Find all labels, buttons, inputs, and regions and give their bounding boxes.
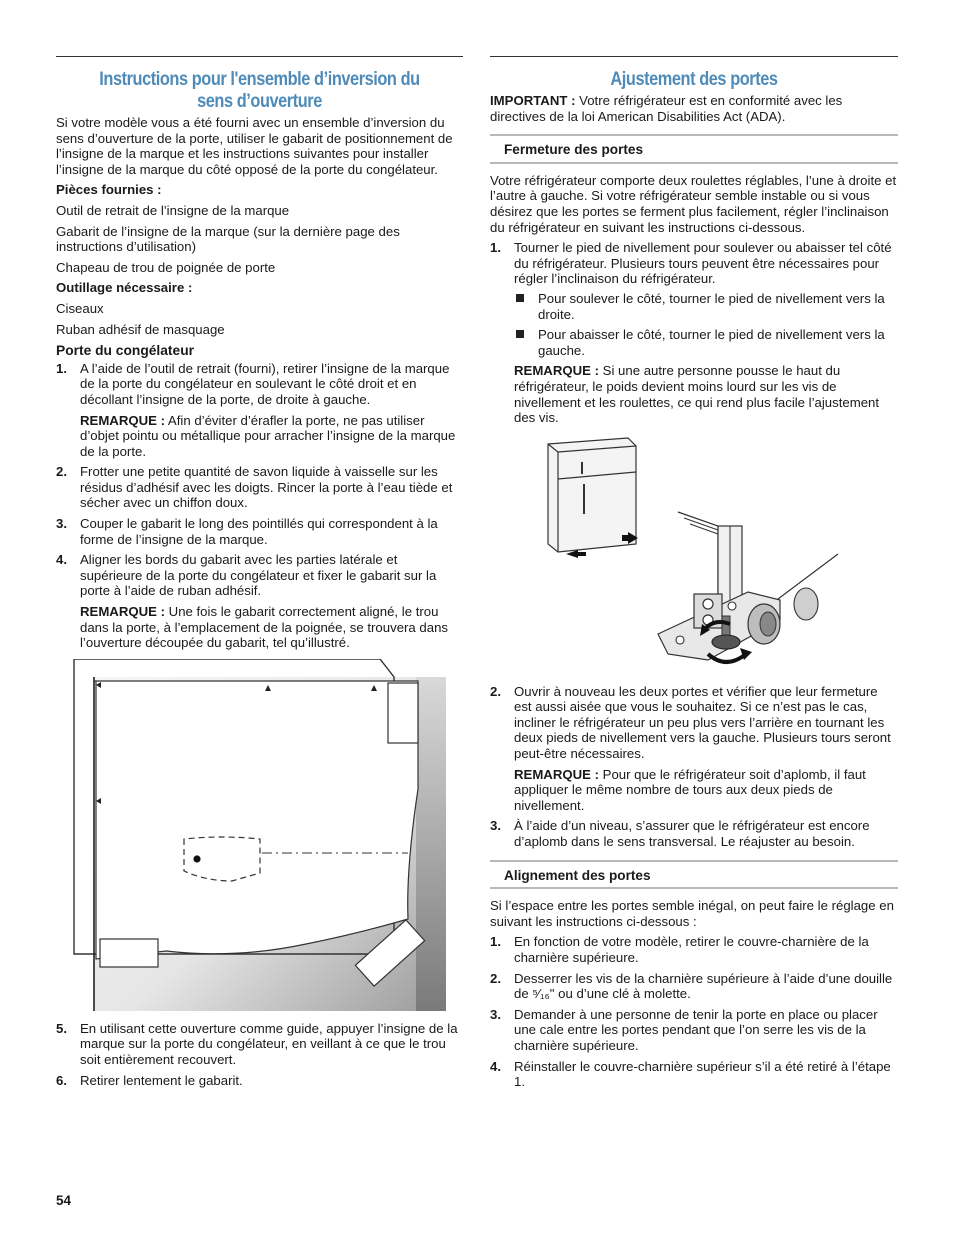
step-item — [56, 552, 463, 651]
part-item: Chapeau de trou de poignée de porte — [56, 259, 276, 275]
square-bullet-icon — [516, 330, 524, 338]
step-item — [490, 971, 898, 1002]
alignment-heading: Alignement des portes — [490, 860, 898, 890]
square-bullet-icon — [516, 294, 524, 302]
step-text: Aligner les bords du gabarit avec les parties latérale et supérieure de la porte du congélateur et fixer le gabarit sur la porte à l’aide de ruban adhésif. — [80, 552, 437, 599]
tools-heading: Outillage nécessaire : — [56, 280, 193, 296]
bullet-item — [514, 291, 898, 322]
left-column — [56, 56, 463, 1093]
closing-steps — [490, 240, 898, 849]
step-item — [56, 464, 463, 511]
step-number: 1. — [56, 360, 67, 376]
right-column — [490, 56, 898, 1095]
step-note — [514, 767, 898, 814]
step-number: 1. — [490, 934, 501, 950]
bullet-text: Pour soulever le côté, tourner le pied de nivellement vers la droite. — [538, 290, 885, 322]
step-number: 6. — [56, 1072, 67, 1088]
step-note — [514, 363, 898, 425]
step-number: 4. — [56, 552, 67, 568]
step-text: Frotter une petite quantité de savon liquide à vaisselle sur les résidus d’adhésif avec les doigts. Rincer la porte à l’eau tiède et sécher avec un chiffon doux. — [80, 464, 453, 511]
template-illustration — [56, 659, 446, 1011]
parts-heading: Pièces fournies : — [56, 182, 162, 198]
alignment-intro: Si l’espace entre les portes semble inégal, on peut faire le réglage en suivant les instructions ci-dessous : — [490, 898, 894, 929]
step-text: Tourner le pied de nivellement pour soulever ou abaisser tel côté du réfrigérateur. Plusieurs tours peuvent être nécessaires pour régler l’inclinaison du réfrigérateur. — [514, 240, 892, 287]
step-item — [56, 1073, 463, 1089]
closing-intro: Votre réfrigérateur comporte deux roulettes réglables, l’une à droite et l’autre à gauche. Si votre réfrigérateur semble instable ou si vous désirez que les portes se ferment plus facilement, régler l’inclinaison du réfrigérateur en suivant les instructions ci-dessous. — [490, 172, 897, 235]
step-item — [56, 1021, 463, 1068]
note-label: REMARQUE : — [514, 766, 599, 782]
note-label: REMARQUE : — [514, 363, 599, 379]
step-text: En utilisant cette ouverture comme guide, appuyer l’insigne de la marque sur la porte du congélateur, en veillant à ce que le trou soit entièrement recouvert. — [80, 1020, 458, 1067]
important-label: IMPORTANT : — [490, 93, 576, 108]
note-text: Afin d’éviter d’érafler la porte, ne pas utiliser d’objet pointu ou métallique pour arracher l’insigne de la marque de la porte. — [80, 412, 456, 459]
step-number: 2. — [56, 464, 67, 480]
important-text: Votre réfrigérateur est en conformité avec les directives de la loi American Disabilities Act (ADA). — [490, 93, 843, 124]
freezer-steps — [56, 361, 463, 651]
leveling-illustration — [518, 434, 898, 674]
part-item: Gabarit de l’insigne de la marque (sur la dernière page des instructions d’utilisation) — [56, 223, 400, 255]
step-text: Couper le gabarit le long des pointillés qui correspondent à la forme de l’insigne de la marque. — [80, 516, 438, 547]
tool-item: Ruban adhésif de masquage — [56, 321, 225, 337]
alignment-steps — [490, 934, 898, 1089]
step-note — [80, 604, 463, 651]
freezer-door-heading: Porte du congélateur — [56, 343, 194, 359]
step-number: 5. — [56, 1020, 67, 1036]
part-item: Outil de retrait de l’insigne de la marque — [56, 202, 290, 218]
freezer-steps-final — [56, 1021, 463, 1088]
bullet-list — [514, 291, 898, 358]
step-text: Demander à une personne de tenir la porte en place ou placer une cale entre les portes pendant que l’on serre les vis de la charnière supérieure. — [514, 1006, 878, 1053]
tool-item: Ciseaux — [56, 300, 104, 316]
note-text: Si une autre personne pousse le haut du réfrigérateur, le poids devient moins lourd sur les vis de nivellement et les roulettes, ce qui rend plus facile l’ajustement des vis. — [514, 363, 880, 426]
step-item — [56, 516, 463, 547]
step-number: 4. — [490, 1058, 501, 1074]
section-title-reversal: Instructions pour l'ensemble d’inversion du sens d’ouverture — [99, 69, 420, 112]
step-number: 3. — [490, 818, 501, 834]
note-label: REMARQUE : — [80, 412, 165, 428]
step-text: Ouvrir à nouveau les deux portes et vérifier que leur fermeture est aussi aisée que vous le souhaitez. Si ce n’est pas le cas, incliner le réfrigérateur un peu plus vers l’arrière en tournant les deux pieds de nivellement vers la gauche. Plusieurs tours seront peut-être nécessaires. — [514, 683, 891, 762]
step-number: 3. — [490, 1006, 501, 1022]
step-item — [56, 361, 463, 460]
step-text: Desserrer les vis de la charnière supérieure à l’aide d’une douille de ⁵⁄₁₆" ou d’une clé à molette. — [514, 970, 893, 1002]
step-item — [490, 240, 898, 674]
step-text: À l’aide d’un niveau, s’assurer que le réfrigérateur est encore d’aplomb dans le sens transversal. Le réajuster au besoin. — [514, 818, 870, 850]
step-item — [490, 1059, 898, 1090]
step-number: 2. — [490, 683, 501, 699]
step-item — [490, 934, 898, 965]
important-notice — [490, 93, 898, 124]
step-text: A l’aide de l’outil de retrait (fourni), retirer l’insigne de la marque de la porte du congélateur en soulevant le côté droit et en décollant l’insigne de la porte, de droite à gauche. — [80, 360, 450, 407]
step-number: 2. — [490, 970, 501, 986]
step-item — [490, 684, 898, 814]
bullet-text: Pour abaisser le côté, tourner le pied de nivellement vers la gauche. — [538, 327, 885, 358]
note-text: Une fois le gabarit correctement aligné, le trou dans la porte, à l’emplacement de la poignée, se trouvera dans l’ouverture découpée du gabarit, tel qu’illustré. — [80, 604, 449, 651]
step-text: Réinstaller le couvre-charnière supérieur s’il a été retiré à l’étape 1. — [514, 1058, 891, 1090]
note-label: REMARQUE : — [80, 604, 165, 620]
intro-paragraph: Si votre modèle vous a été fourni avec un ensemble d’inversion du sens d’ouverture de la porte, utiliser le gabarit de positionnement de l’insigne de la marque et les instructions suivantes pour installer l’insigne de la marque du côté opposé de la porte du congélateur. — [56, 115, 453, 177]
page-number: 54 — [56, 1193, 72, 1208]
section-title-door-adjust: Ajustement des portes — [610, 69, 778, 90]
bullet-item — [514, 327, 898, 358]
step-item — [490, 818, 898, 849]
closing-heading: Fermeture des portes — [490, 134, 898, 164]
step-text: En fonction de votre modèle, retirer le couvre-charnière de la charnière supérieure. — [514, 934, 869, 965]
step-number: 3. — [56, 516, 67, 532]
step-number: 1. — [490, 240, 501, 256]
note-text: Pour que le réfrigérateur soit d’aplomb, il faut appliquer le même nombre de tours aux deux pieds de nivellement. — [514, 766, 866, 813]
step-text: Retirer lentement le gabarit. — [80, 1072, 243, 1088]
step-item — [490, 1007, 898, 1054]
step-note — [80, 413, 463, 460]
